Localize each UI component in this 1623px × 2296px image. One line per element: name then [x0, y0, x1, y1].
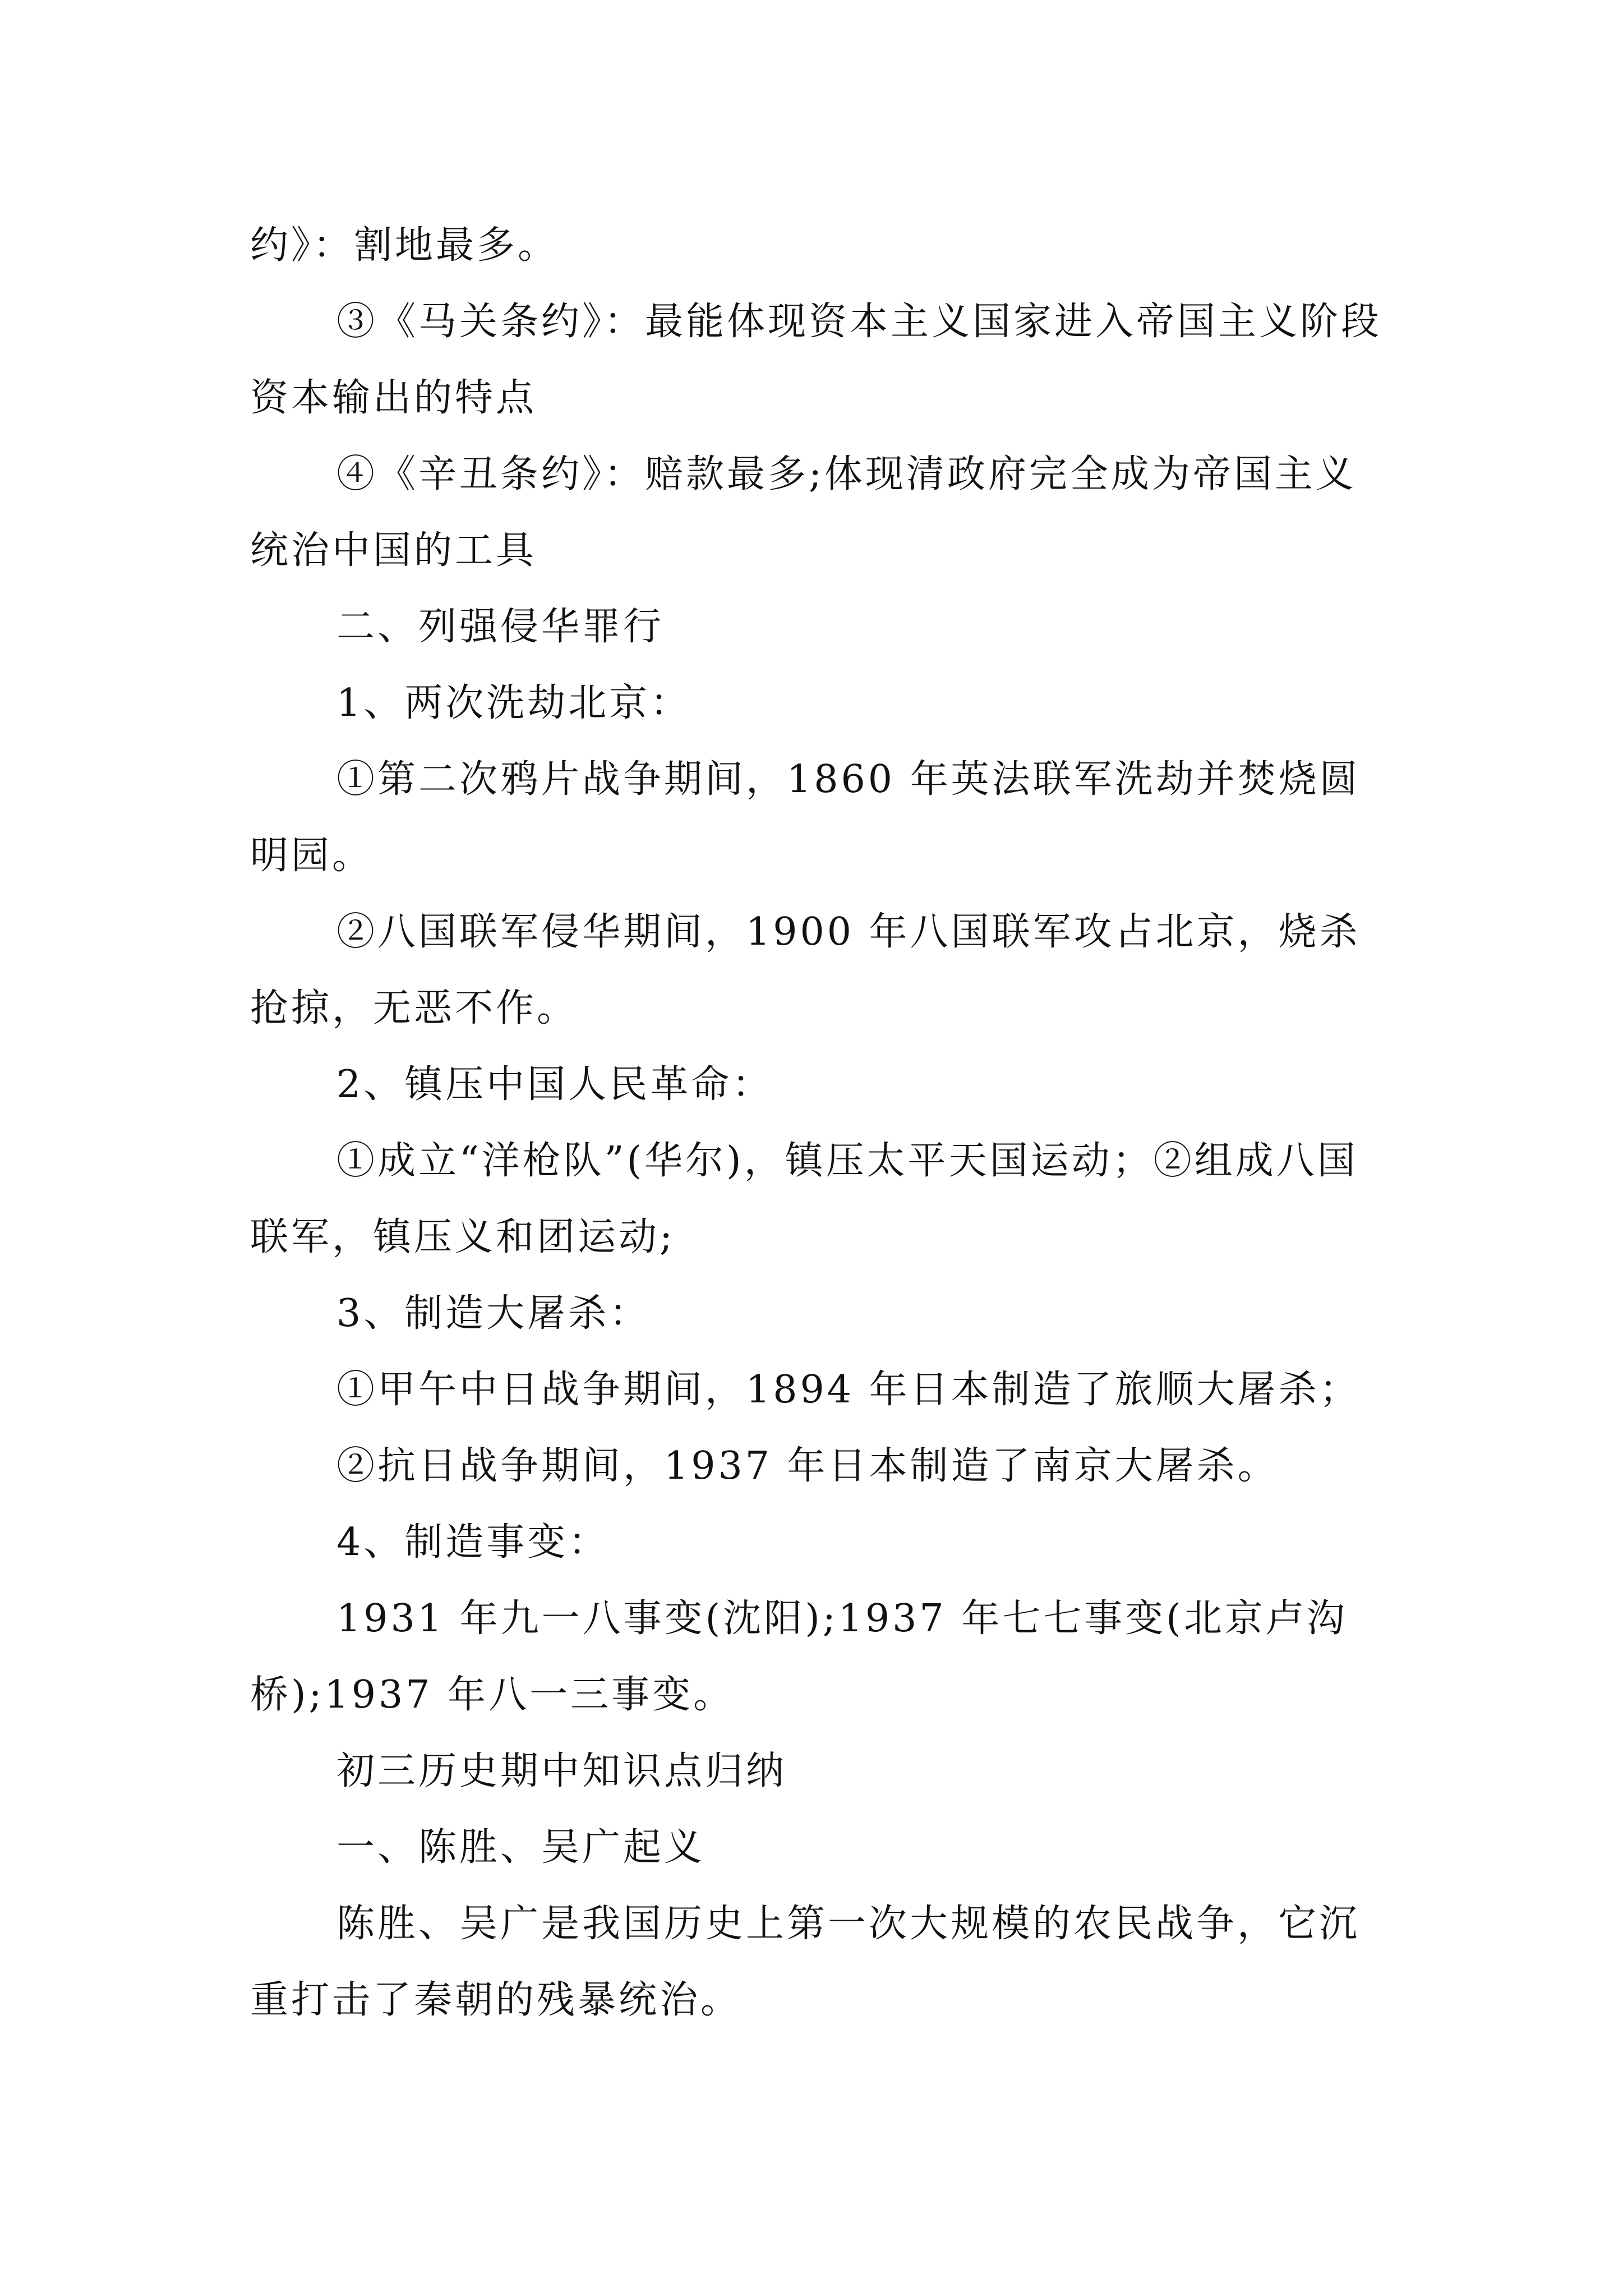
paragraph-3: ④《辛丑条约》：赔款最多;体现清政府完全成为帝国主义统治中国的工具 [250, 452, 1357, 573]
document-section-title: 初三历史期中知识点归纳 [336, 1749, 787, 1793]
paragraph-6: ①第二次鸦片战争期间，1860 年英法联军洗劫并焚烧圆明园。 [250, 757, 1361, 878]
section-heading-chen-wu-uprising: 一、陈胜、吴广起义 [336, 1825, 706, 1870]
paragraph-14: 1931 年九一八事变(沈阳);1937 年七七事变(北京卢沟桥);1937 年八一三事变。 [250, 1596, 1348, 1717]
subheading-loot-beijing: 1、两次洗劫北京： [336, 681, 691, 725]
subheading-massacres: 3、制造大屠杀： [336, 1291, 651, 1336]
paragraph-9: ①成立“洋枪队”(华尔)，镇压太平天国运动；②组成八国联军，镇压义和团运动; [250, 1139, 1358, 1259]
subheading-incidents: 4、制造事变： [336, 1520, 610, 1565]
paragraph-2: ③《马关条约》：最能体现资本主义国家进入帝国主义阶段资本输出的特点 [250, 300, 1382, 420]
paragraph-11: ①甲午中日战争期间，1894 年日本制造了旅顺大屠杀； [336, 1368, 1361, 1412]
section-heading-invasion-crimes: 二、列强侵华罪行 [336, 605, 665, 649]
document-body [250, 208, 1383, 2039]
paragraph-12: ②抗日战争期间，1937 年日本制造了南京大屠杀。 [336, 1444, 1279, 1488]
subheading-suppress-revolution: 2、镇压中国人民革命： [336, 1062, 773, 1107]
paragraph-1: 约》：割地最多。 [250, 223, 559, 268]
paragraph-17: 陈胜、吴广是我国历史上第一次大规模的农民战争，它沉重打击了秦朝的残暴统治。 [250, 1902, 1361, 2022]
paragraph-7: ②八国联军侵华期间，1900 年八国联军攻占北京，烧杀抢掠，无恶不作。 [250, 910, 1361, 1030]
